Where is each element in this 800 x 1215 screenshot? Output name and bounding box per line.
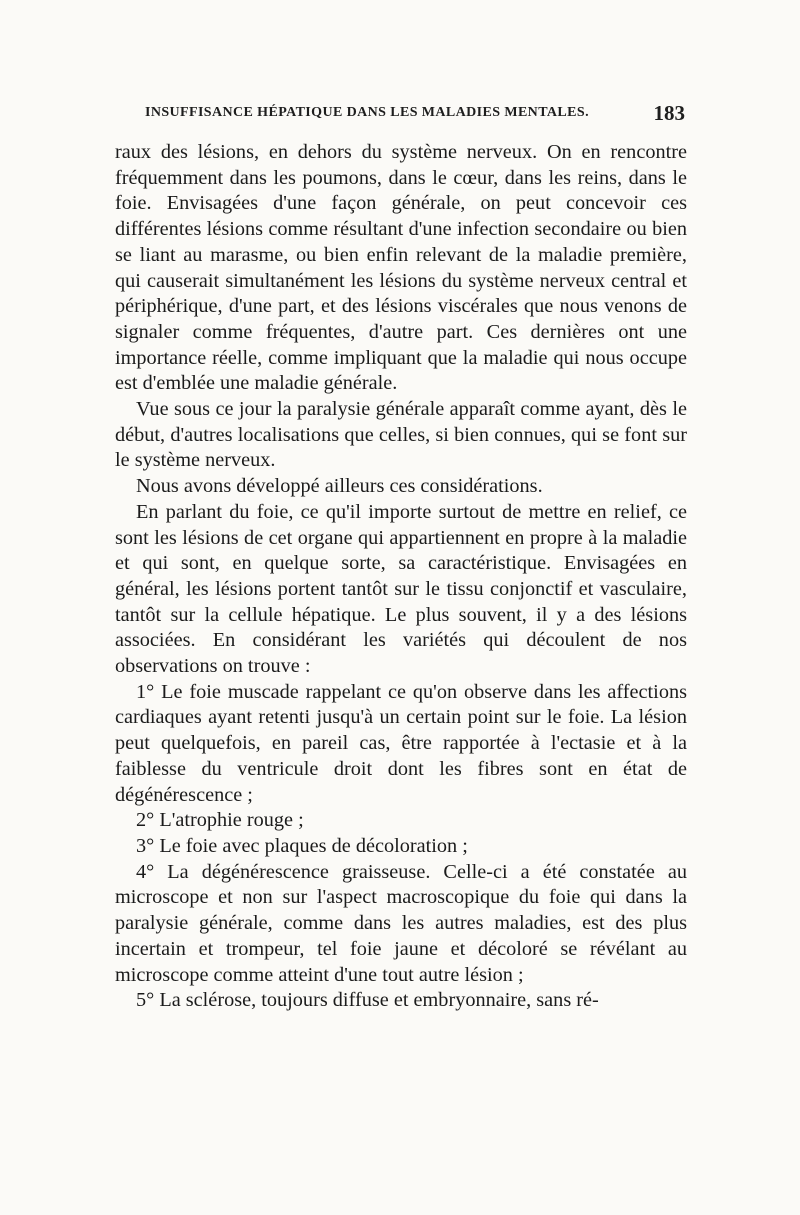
paragraph-continuation: raux des lésions, en dehors du système nerveux. On en rencontre fréquemment dans les poumons, dans le cœur, dans les reins, dans le foie. Envisagées d'une façon générale, on peut concevoir ces différentes lésions comme résultant d'une infection secondaire ou bien se liant au marasme, ou bien enfin relevant de la maladie première, qui causerait simultanément les lésions du système nerveux central et périphérique, d'une part, et des lésions viscérales que nous venons de signaler comme fréquentes, d'autre part. Ces dernières ont une importance réelle, comme impliquant que la maladie qui nous occupe est d'emblée une maladie générale. (115, 141, 687, 395)
paragraph: Vue sous ce jour la paralysie générale apparaît comme ayant, dès le début, d'autres localisations que celles, si bien connues, qui se font sur le système nerveux. (115, 398, 687, 472)
page-header (145, 103, 685, 127)
page-number: 183 (653, 101, 685, 125)
list-item: 1° Le foie muscade rappelant ce qu'on observe dans les affections cardiaques ayant retenti jusqu'à un certain point sur le foie. La lésion peut quelquefois, en pareil cas, être rapportée à l'ectasie et à la faiblesse du ventricule droit dont les fibres sont en état de dégénérescence ; (115, 680, 687, 806)
body-text (115, 140, 687, 1014)
paragraph: En parlant du foie, ce qu'il importe surtout de mettre en relief, ce sont les lésions de cet organe qui appartiennent en propre à la maladie et qui sont, en quelque sorte, sa caractéristique. Envisagées en général, les lésions portent tantôt sur le tissu conjonctif et vasculaire, tantôt sur la cellule hépatique. Le plus souvent, il y a des lésions associées. En considérant les variétés qui découlent de nos observations on trouve : (115, 500, 687, 678)
paragraph: Nous avons développé ailleurs ces considérations. (136, 475, 543, 498)
running-head: INSUFFISANCE HÉPATIQUE DANS LES MALADIES MENTALES. (145, 105, 589, 120)
list-item: 4° La dégénérescence graisseuse. Celle-ci a été constatée au microscope et non sur l'aspect macroscopique du foie qui dans la paralysie générale, comme dans les autres maladies, est des plus incertain et trompeur, tel foie jaune et décoloré se révélant au microscope comme atteint d'une tout autre lésion ; (115, 860, 687, 986)
list-item: 3° Le foie avec plaques de décoloration ; (136, 834, 468, 857)
list-item: 5° La sclérose, toujours diffuse et embryonnaire, sans ré- (136, 989, 599, 1012)
list-item: 2° L'atrophie rouge ; (136, 809, 304, 832)
